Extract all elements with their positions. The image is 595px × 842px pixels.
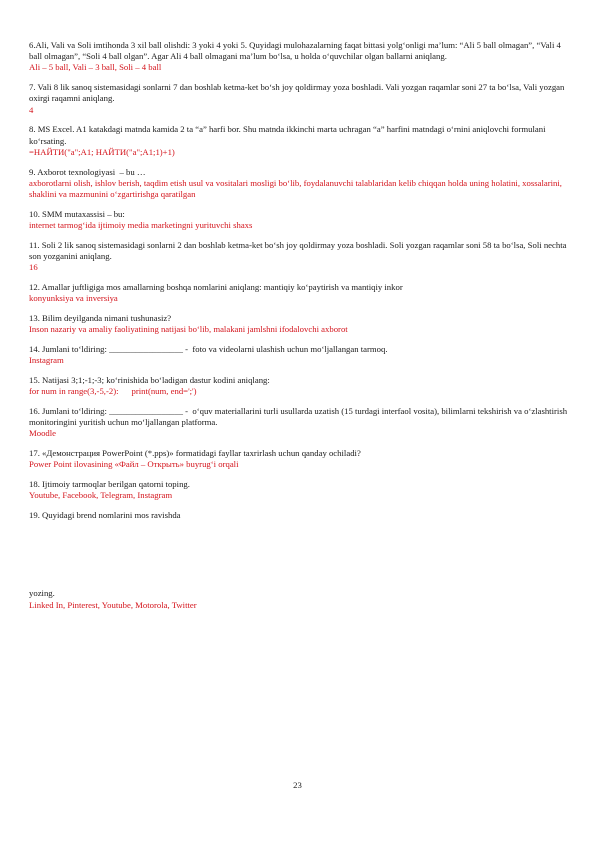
- question-item-18: [29, 479, 575, 501]
- answer-code: for num in range(3,-5,-2): print(num, end=';'): [29, 386, 197, 397]
- question-item-14: [29, 344, 575, 366]
- answer-text: Linked In, Pinterest, Youtube, Motorola, Twitter: [29, 599, 197, 610]
- question-text: 7. Vali 8 lik sanoq sistemasidagi sonlarni 7 dan boshlab ketma-ket bo‘sh joy qoldirmay yoza boshladi. Vali yozgan raqamlar soni 27 ta bo‘lsa, Vali yozgan oxirgi raqamni aniqlang.: [29, 82, 567, 104]
- answer-text: internet tarmog‘ida ijtimoiy media marketingni yurituvchi shaxs: [29, 220, 253, 231]
- answer-text: 16: [29, 262, 38, 273]
- answer-text: 4: [29, 104, 34, 115]
- answer-text: Instagram: [29, 355, 64, 366]
- question-text: 11. Soli 2 lik sanoq sistemasidagi sonlarni 2 dan boshlab ketma-ket bo‘sh joy qoldirmay yoza boshladi. Soli yozgan raqamlar soni 58 ta bo‘lsa, Soli nechta son yozganini aniqlang.: [29, 239, 569, 262]
- answer-text: Inson nazariy va amaliy faoliyatining natijasi bo‘lib, malakani jamlshni ifodalovchi axborot: [29, 324, 348, 335]
- question-item-8: [29, 124, 575, 158]
- question-text: 9. Axborot texnologiyasi – bu …: [29, 166, 146, 177]
- question-item-15: [29, 375, 575, 397]
- question-text: 19. Quyidagi brend nomlarini mos ravishda: [29, 510, 181, 521]
- question-text: 12. Amallar juftligiga mos amallarning boshqa nomlarini aniqlang: mantiqiy ko‘paytirish va mantiqiy inkor: [29, 282, 403, 293]
- question-text: 15. Natijasi 3;1;-1;-3; ko‘rinishida bo‘ladigan dastur kodini aniqlang:: [29, 375, 270, 386]
- question-item-12: [29, 282, 575, 304]
- question-text: 8. MS Excel. A1 katakdagi matnda kamida 2 ta “a” harfi bor. Shu matnda ikkinchi marta uchragan “a” harfini matndagi o‘rnini aniqlovchi formulani ko‘rsating.: [29, 124, 548, 146]
- question-text: 10. SMM mutaxassisi – bu:: [29, 208, 125, 219]
- question-text: 14. Jumlani to‘ldiring: _________________ - foto va videolarni ulashish uchun mo‘ljallangan tarmoq.: [29, 344, 388, 355]
- question-item-13: [29, 313, 575, 335]
- question-text: 16. Jumlani to‘ldiring: _________________ - o‘quv materiallarini turli usullarda uzatish (15 turdagi interfaol vosita), bilimlarni tekshirish va o‘zlashtirish monitoringini yuritish uchun mo‘ljallangan platforma.: [29, 406, 570, 428]
- question-text: 6.Ali, Vali va Soli imtihonda 3 xil ball olishdi: 3 yoki 4 yoki 5. Quyidagi mulohazalarning faqat bittasi yolg‘onligi ma’lum: “Ali 5 ball olmagan”, “Vali 4 ball olmagan”, “Soli 4 ball olgan”. Agar Ali 4 ball olmagani ma’lum bo‘lsa, u holda o‘quvchilar olgan ballarni aniqlang.: [29, 40, 564, 62]
- question-item-10: [29, 209, 575, 231]
- question-item-6: [29, 40, 575, 74]
- question-text: 17. «Демонстрация PowerPoint (*.pps)» formatidagi fayllar taxrirlash uchun qanday ochiladi?: [29, 448, 361, 459]
- answer-text: =НАЙТИ("a";A1; НАЙТИ("a";A1;1)+1): [29, 146, 175, 157]
- question-continuation: yozing.: [29, 588, 55, 599]
- question-item-17: [29, 448, 575, 470]
- blank-space: [29, 521, 575, 588]
- question-item-11: [29, 240, 575, 274]
- question-item-7: [29, 82, 575, 116]
- question-text: 13. Bilim deyilganda nimani tushunasiz?: [29, 313, 172, 324]
- question-item-9: [29, 167, 575, 201]
- page-number: 23: [293, 780, 302, 790]
- answer-text: Youtube, Facebook, Telegram, Instagram: [29, 490, 173, 501]
- question-list: [29, 40, 575, 619]
- answer-text: Moodle: [29, 428, 57, 439]
- answer-text: Power Point ilovasining «Файл – Открыть» buyrug‘i orqali: [29, 459, 239, 470]
- answer-text: Ali – 5 ball, Vali – 3 ball, Soli – 4 ball: [29, 62, 162, 73]
- question-item-19: [29, 510, 575, 611]
- answer-text: konyunksiya va inversiya: [29, 293, 118, 304]
- answer-text: axborotlarni olish, ishlov berish, taqdim etish usul va vositalari mosligi bo‘lib, foydalanuvchi talablaridan kelib chiqqan holda uning holatini, xossalarini, shaklini va mazmunini o‘zgartirishga qaratilgan: [29, 177, 562, 200]
- question-item-16: [29, 406, 575, 440]
- question-text: 18. Ijtimoiy tarmoqlar berilgan qatorni toping.: [29, 479, 190, 490]
